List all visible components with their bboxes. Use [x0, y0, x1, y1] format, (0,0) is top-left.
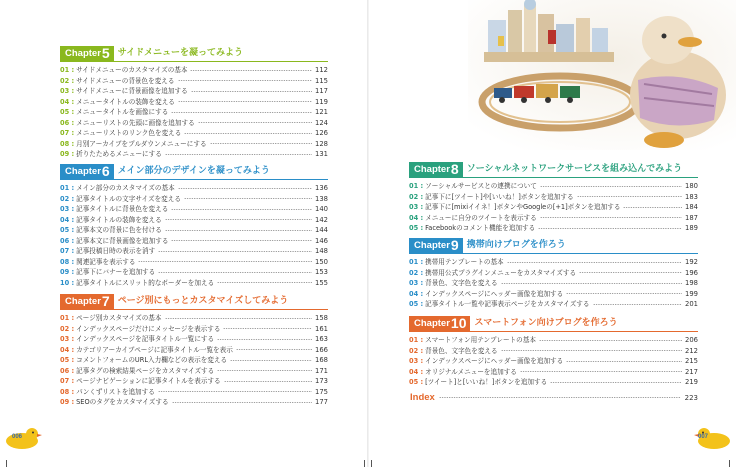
entry-page-number: 124: [315, 118, 328, 127]
entry-page-number: 168: [315, 356, 328, 364]
toc-entry[interactable]: [60, 324, 328, 335]
chapter-entries: [60, 313, 328, 408]
entry-page-number: 138: [315, 194, 328, 203]
dotted-leader: [501, 283, 682, 284]
entry-page-number: 183: [685, 192, 698, 201]
dotted-leader: [566, 361, 682, 362]
chapter-number: 8: [450, 161, 459, 177]
entry-title: 記事下に[mixiイイネ！]ボタンやGoogleの[+1]ボタンを追加する: [425, 203, 621, 211]
dotted-leader: [538, 228, 682, 229]
entry-title: オリジナルメニューを追加する: [425, 367, 517, 376]
dotted-leader: [577, 196, 682, 197]
entry-number: 06 :: [60, 118, 75, 127]
index-entry[interactable]: [410, 392, 698, 403]
entry-page-number: 166: [315, 345, 328, 354]
chapter-header: [60, 46, 328, 62]
chapter-title: サイドメニューを凝ってみよう: [117, 48, 243, 58]
toc-entry[interactable]: [409, 278, 698, 289]
entry-number: 01 :: [409, 336, 424, 344]
chapter-badge: [409, 316, 470, 331]
toc-entry[interactable]: [60, 397, 328, 408]
entry-number: 05 :: [409, 300, 424, 308]
chapter-entries: [60, 183, 328, 288]
dotted-leader: [566, 293, 682, 294]
toc-entry[interactable]: [60, 128, 328, 139]
chapter-6: [60, 164, 328, 288]
entry-page-number: 180: [685, 182, 698, 190]
toc-entry[interactable]: [60, 65, 328, 76]
entry-page-number: 196: [685, 268, 698, 277]
entry-number: 05 :: [60, 356, 75, 364]
toc-entry[interactable]: [60, 313, 328, 324]
chapter-word: Chapter: [414, 164, 450, 175]
entry-page-number: 198: [685, 279, 698, 287]
toc-entry[interactable]: [60, 194, 328, 205]
entry-page-number: 163: [315, 335, 328, 343]
entry-number: 03 :: [60, 87, 75, 95]
dotted-leader: [550, 382, 682, 383]
entry-number: 05 :: [60, 108, 75, 116]
entry-number: 02 :: [60, 194, 75, 203]
entry-title: ページナビゲーションに記事タイトルを表示する: [76, 377, 221, 385]
entry-number: 04 :: [409, 289, 424, 298]
dotted-leader: [171, 240, 312, 241]
chapter-entries: [409, 335, 698, 388]
entry-number: 02 :: [60, 76, 75, 85]
chapter-badge: [60, 164, 114, 179]
entry-page-number: 155: [315, 278, 328, 287]
chapter-number: 7: [101, 293, 110, 309]
dotted-leader: [198, 122, 312, 123]
chapter-badge: [60, 46, 114, 61]
toc-entry[interactable]: [409, 202, 698, 213]
entry-title: 携帯用公式プラグインメニューをカスタマイズする: [425, 268, 577, 277]
dotted-leader: [217, 282, 312, 283]
chapter-header: [60, 164, 328, 180]
entry-page-number: 161: [315, 324, 328, 333]
chapter-title: ページ別にもっとカスタマイズしてみよう: [117, 296, 289, 306]
dotted-leader: [178, 101, 312, 102]
entry-title: パンくずリストを追加する: [76, 387, 155, 396]
chapter-word: Chapter: [65, 296, 101, 307]
toc-entry[interactable]: [60, 183, 328, 194]
index-label: Index: [410, 392, 435, 403]
crop-mark: [6, 460, 7, 467]
entry-page-number: 212: [685, 346, 698, 355]
toc-entry[interactable]: [60, 278, 328, 289]
chapter-word: Chapter: [414, 318, 450, 329]
entry-title: 背景色、文字色を変える: [425, 279, 498, 287]
entry-title: 記事タイトルの文字サイズを変える: [76, 194, 181, 203]
toc-entry[interactable]: [60, 149, 328, 160]
toc-entry[interactable]: [60, 267, 328, 278]
entry-title: インデックスページにヘッダー画像を追加する: [425, 357, 564, 365]
entry-title: コメントフォームのURL入力欄などの表示を変える: [76, 356, 228, 364]
dotted-leader: [623, 207, 682, 208]
toc-entry[interactable]: [60, 387, 328, 398]
entry-page-number: 146: [315, 236, 328, 245]
entry-page-number: 128: [315, 139, 328, 148]
entry-number: 07 :: [60, 129, 75, 137]
entry-page-number: 131: [315, 150, 328, 158]
toc-entry[interactable]: [409, 257, 698, 268]
entry-title: 記事タイトルにスリット的なボーダーを加える: [76, 278, 215, 287]
toc-entry[interactable]: [60, 107, 328, 118]
entry-page-number: 177: [315, 398, 328, 406]
entry-title: 背景色、文字色を変える: [425, 346, 498, 355]
chapter-9: [409, 238, 698, 310]
entry-title: インデックスページにヘッダー画像を追加する: [425, 289, 564, 298]
entry-title: 記事タイトルの装飾を変える: [76, 215, 162, 224]
entry-number: 04 :: [409, 367, 424, 376]
entry-number: 01 :: [60, 66, 75, 74]
entry-title: 記事タイトル一覧や記事表示ページをカスタマイズする: [425, 300, 590, 308]
dotted-leader: [184, 198, 312, 199]
dotted-leader: [191, 91, 312, 92]
entry-number: 04 :: [409, 213, 424, 222]
entry-title: 月別アーカイブをプルダウンメニューにする: [76, 139, 207, 148]
dotted-leader: [439, 397, 681, 398]
crop-mark: [371, 460, 372, 467]
entry-title: 折りたためるメニューにする: [76, 150, 162, 158]
toc-entry[interactable]: [60, 345, 328, 356]
entry-page-number: 192: [685, 258, 698, 266]
toc-entry[interactable]: [60, 204, 328, 215]
toc-entry[interactable]: [60, 257, 328, 268]
dotted-leader: [165, 219, 312, 220]
chapter-title: スマートフォン向けブログを作ろう: [474, 318, 618, 328]
entry-title: ソーシャルサービスとの連携について: [425, 182, 537, 190]
entry-number: 08 :: [60, 257, 75, 266]
dotted-leader: [540, 186, 682, 187]
dotted-leader: [230, 360, 312, 361]
toc-entry[interactable]: [60, 76, 328, 87]
entry-number: 05 :: [409, 378, 424, 386]
chapter-word: Chapter: [414, 240, 450, 251]
entry-title: SEOのタグをカスタマイズする: [76, 398, 169, 406]
page-number-text: 007: [698, 434, 709, 440]
entry-page-number: 115: [315, 76, 328, 85]
chapter-title: ソーシャルネットワークサービスを組み込んでみよう: [466, 164, 683, 174]
toc-entry[interactable]: [60, 139, 328, 150]
toc-entry[interactable]: [409, 213, 698, 224]
toc-entry[interactable]: [60, 376, 328, 387]
entry-page-number: 201: [685, 300, 698, 308]
dotted-leader: [210, 143, 312, 144]
entry-page-number: 219: [685, 378, 698, 386]
dotted-leader: [158, 272, 312, 273]
toc-entry[interactable]: [60, 118, 328, 129]
dotted-leader: [138, 261, 312, 262]
right-page-number: [694, 426, 734, 452]
chapter-number: 6: [101, 163, 110, 179]
chapter-badge: [409, 238, 463, 253]
entry-number: 08 :: [60, 387, 75, 396]
entry-number: 01 :: [60, 184, 75, 192]
entry-title: サイドメニューに背景画像を追加する: [76, 87, 188, 95]
entry-number: 02 :: [409, 192, 424, 201]
entry-title: Facebookのコメント機能を追加する: [425, 224, 536, 232]
entry-page-number: 153: [315, 268, 328, 276]
entry-title: ページ別カスタマイズの基本: [76, 314, 162, 322]
entry-number: 04 :: [60, 97, 75, 106]
dotted-leader: [579, 272, 682, 273]
dotted-leader: [178, 188, 312, 189]
dotted-leader: [172, 402, 312, 403]
entry-title: 記事タグの検索結果ページをカスタマイズする: [76, 366, 215, 375]
entry-title: サイドメニューのカスタマイズの基本: [76, 66, 188, 74]
dotted-leader: [236, 349, 312, 350]
entry-title: 記事下に[ツイート]や[いいね！]ボタンを追加する: [425, 192, 574, 201]
entry-page-number: 117: [315, 87, 328, 95]
entry-title: スマートフォン用テンプレートの基本: [425, 336, 536, 344]
entry-number: 02 :: [409, 268, 424, 277]
toc-entry[interactable]: [60, 225, 328, 236]
chapter-number: 10: [450, 315, 467, 331]
entry-page-number: 215: [685, 357, 698, 365]
crop-mark: [364, 460, 365, 467]
entry-number: 04 :: [60, 215, 75, 224]
dotted-leader: [165, 318, 313, 319]
dotted-leader: [540, 217, 682, 218]
entry-page-number: 140: [315, 205, 328, 213]
chapter-header: [60, 294, 328, 310]
dotted-leader: [165, 230, 312, 231]
entry-number: 09 :: [60, 398, 75, 406]
entry-title: カテゴリアーカイブページに記事タイトル一覧を表示: [76, 345, 233, 354]
entry-number: 03 :: [409, 357, 424, 365]
entry-title: インデックスページを記事タイトル一覧にする: [76, 335, 215, 343]
entry-number: 07 :: [60, 377, 75, 385]
toc-entry[interactable]: [409, 289, 698, 300]
entry-number: 02 :: [409, 346, 424, 355]
dotted-leader: [171, 209, 312, 210]
dotted-leader: [190, 70, 312, 71]
entry-page-number: 142: [315, 215, 328, 224]
toc-entry[interactable]: [60, 355, 328, 366]
dotted-leader: [217, 339, 312, 340]
entry-number: 05 :: [60, 226, 75, 234]
chapter-header: [409, 316, 698, 332]
chapter-number: 9: [450, 237, 459, 253]
entry-title: 携帯用テンプレートの基本: [425, 258, 504, 266]
chapter-title: メイン部分のデザインを凝ってみよう: [117, 166, 270, 176]
chapter-title: 携帯向けブログを作ろう: [466, 240, 566, 250]
dotted-leader: [165, 154, 312, 155]
crop-mark: [729, 460, 730, 467]
chapter-5: [60, 46, 328, 160]
chapter-entries: [60, 65, 328, 160]
dotted-leader: [539, 340, 682, 341]
entry-number: 03 :: [60, 335, 75, 343]
chapter-word: Chapter: [65, 48, 101, 59]
dotted-leader: [593, 304, 683, 305]
entry-number: 01 :: [60, 314, 75, 322]
chapter-10: [409, 316, 698, 388]
toc-entry[interactable]: [409, 346, 698, 357]
left-page: [0, 0, 367, 467]
dotted-leader: [501, 350, 682, 351]
toc-entry[interactable]: [409, 367, 698, 378]
toc-entry[interactable]: [60, 246, 328, 257]
toc-entry[interactable]: [409, 268, 698, 279]
entry-number: 06 :: [60, 366, 75, 375]
dotted-leader: [158, 251, 312, 252]
toc-entry[interactable]: [60, 236, 328, 247]
toc-entry[interactable]: [60, 97, 328, 108]
entry-page-number: 150: [315, 257, 328, 266]
dotted-leader: [158, 391, 312, 392]
entry-title: メニュータイトルの装飾を変える: [76, 97, 175, 106]
dotted-leader: [184, 133, 312, 134]
entry-number: 03 :: [60, 205, 75, 213]
entry-number: 08 :: [60, 139, 75, 148]
entry-page-number: 121: [315, 108, 328, 116]
chapter-header: [409, 162, 698, 178]
entry-title: メニュータイトルを画像にする: [76, 108, 169, 116]
entry-title: 記事下にバナーを追加する: [76, 268, 156, 276]
entry-page-number: 126: [315, 129, 328, 137]
entry-page-number: 144: [315, 226, 328, 234]
entry-title: メニューリストの先頭に画像を追加する: [76, 118, 195, 127]
dotted-leader: [223, 328, 312, 329]
entry-title: メイン部分のカスタマイズの基本: [76, 184, 175, 192]
toc-entry[interactable]: [409, 299, 698, 310]
left-page-number: [2, 426, 42, 452]
entry-number: 04 :: [60, 345, 75, 354]
entry-number: 06 :: [60, 236, 75, 245]
toc-entry[interactable]: [409, 192, 698, 203]
entry-number: 07 :: [60, 247, 75, 255]
entry-title: 関連記事を表示する: [76, 257, 136, 266]
toc-entry[interactable]: [409, 181, 698, 192]
entry-page-number: 206: [685, 336, 698, 344]
entry-title: 記事本文に背景画像を追加する: [76, 236, 169, 245]
entry-number: 05 :: [409, 224, 424, 232]
entry-title: 記事タイトルに背景色を変える: [76, 205, 169, 213]
entry-number: 10 :: [60, 278, 75, 287]
entry-page-number: 184: [685, 203, 698, 211]
entry-page-number: 173: [315, 377, 328, 385]
chapter-number: 5: [101, 45, 110, 61]
page-number-text: 006: [12, 434, 23, 440]
dotted-leader: [224, 381, 312, 382]
entry-page-number: 217: [685, 367, 698, 376]
entry-number: 01 :: [409, 258, 424, 266]
chapter-header: [409, 238, 698, 254]
dotted-leader: [178, 80, 313, 81]
index-page-number: 223: [684, 393, 698, 402]
entry-number: 01 :: [409, 182, 424, 190]
dotted-leader: [520, 371, 682, 372]
entry-page-number: 199: [685, 289, 698, 298]
toc-entry[interactable]: [409, 223, 698, 234]
dotted-leader: [171, 112, 312, 113]
toc-entry[interactable]: [60, 366, 328, 377]
chapter-word: Chapter: [65, 166, 101, 177]
entry-page-number: 171: [315, 366, 328, 375]
chapter-badge: [60, 294, 114, 309]
entry-title: 記事投稿日時の表示を消す: [76, 247, 156, 255]
entry-number: 02 :: [60, 324, 75, 333]
entry-number: 03 :: [409, 203, 424, 211]
entry-title: 記事本文の背景に色を付ける: [76, 226, 162, 234]
entry-page-number: 136: [315, 184, 328, 192]
entry-number: 09 :: [60, 150, 75, 158]
dotted-leader: [507, 262, 682, 263]
entry-page-number: 112: [315, 66, 328, 74]
chapter-8: [409, 162, 698, 234]
toc-entry[interactable]: [409, 377, 698, 388]
entry-page-number: 189: [685, 224, 698, 232]
toc-entry[interactable]: [60, 86, 328, 97]
entry-page-number: 175: [315, 387, 328, 396]
entry-number: 09 :: [60, 268, 75, 276]
entry-title: [ツイート]と[いいね！]ボタンを追加する: [425, 378, 548, 386]
toc-entry[interactable]: [60, 215, 328, 226]
chapter-entries: [409, 181, 698, 234]
entry-title: メニューリストのリンク色を変える: [76, 129, 182, 137]
entry-title: サイドメニューの背景色を変える: [76, 76, 175, 85]
chapter-badge: [409, 162, 463, 177]
chapter-entries: [409, 257, 698, 310]
toc-entry[interactable]: [60, 334, 328, 345]
entry-title: インデックスページだけにメッセージを表示する: [76, 324, 221, 333]
chapter-7: [60, 294, 328, 408]
toc-entry[interactable]: [409, 356, 698, 367]
dotted-leader: [217, 370, 312, 371]
entry-page-number: 158: [315, 314, 328, 322]
entry-page-number: 148: [315, 247, 328, 255]
toc-entry[interactable]: [409, 335, 698, 346]
entry-title: メニューに自分のツイートを表示する: [425, 213, 537, 222]
entry-number: 03 :: [409, 279, 424, 287]
entry-page-number: 119: [315, 97, 328, 106]
entry-page-number: 187: [685, 213, 698, 222]
